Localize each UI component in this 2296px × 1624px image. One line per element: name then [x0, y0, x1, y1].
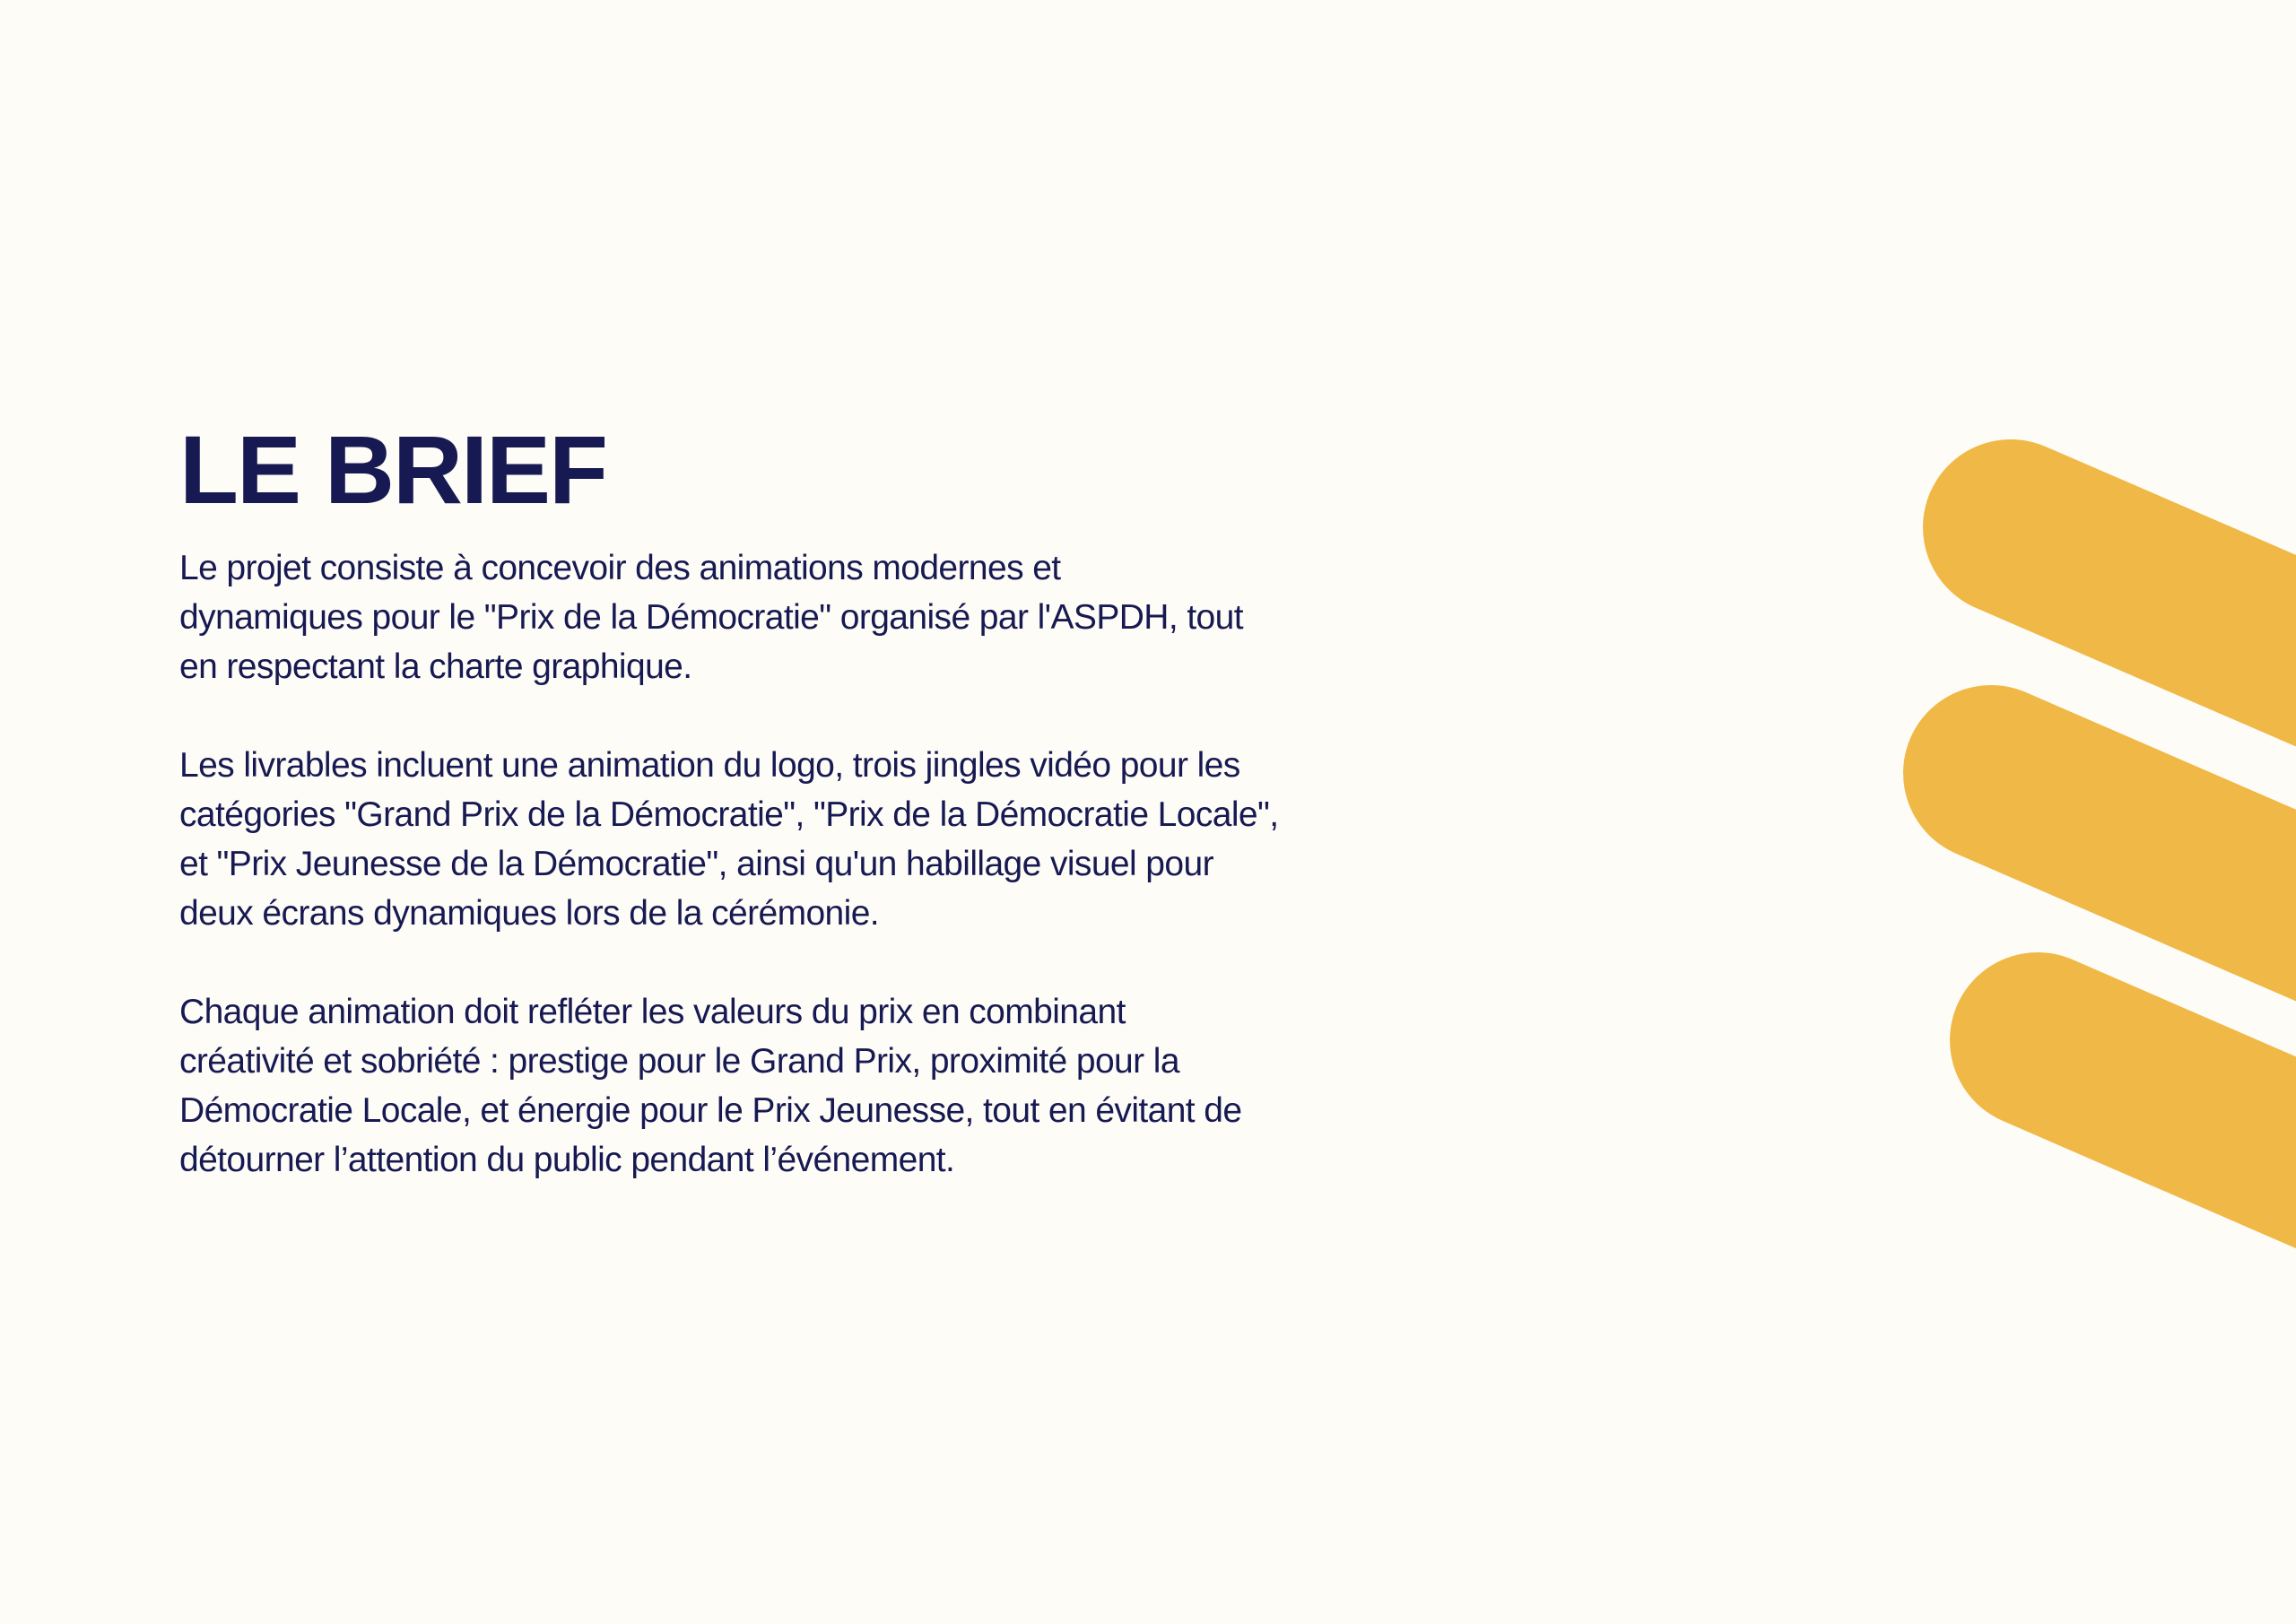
paragraph-line: deux écrans dynamiques lors de la cérémonie.: [179, 894, 880, 933]
paragraph-line: détourner l’attention du public pendant l’événement.: [179, 1141, 955, 1179]
paragraph-line: dynamiques pour le "Prix de la Démocratie" organisé par l'ASPDH, tout: [179, 598, 1243, 637]
paragraph-line: Le projet consiste à concevoir des animations modernes et: [179, 549, 1061, 587]
decorative-stripe-bottom: [2038, 1040, 2296, 1184]
paragraph-line: Chaque animation doit refléter les valeurs du prix en combinant: [179, 993, 1126, 1031]
brief-paragraph-project: [179, 543, 1453, 691]
decorative-stripe-top: [2011, 527, 2296, 678]
paragraph-line: et "Prix Jeunesse de la Démocratie", ainsi qu'un habillage visuel pour: [179, 845, 1213, 883]
paragraph-line: catégories "Grand Prix de la Démocratie", "Prix de la Démocratie Locale",: [179, 795, 1279, 834]
paragraph-line: créativité et sobriété : prestige pour le Grand Prix, proximité pour la: [179, 1042, 1179, 1081]
brief-paragraph-deliverables: [179, 741, 1453, 938]
paragraph-line: en respectant la charte graphique.: [179, 647, 692, 686]
paragraph-line: Démocratie Locale, et énergie pour le Prix Jeunesse, tout en évitant de: [179, 1091, 1242, 1130]
paragraph-line: Les livrables incluent une animation du logo, trois jingles vidéo pour les: [179, 746, 1240, 785]
decorative-stripe-middle: [1991, 773, 2296, 933]
brief-paragraph-values: [179, 987, 1453, 1185]
brief-content: [179, 415, 1453, 1185]
slide-title: LE BRIEF: [179, 415, 607, 524]
